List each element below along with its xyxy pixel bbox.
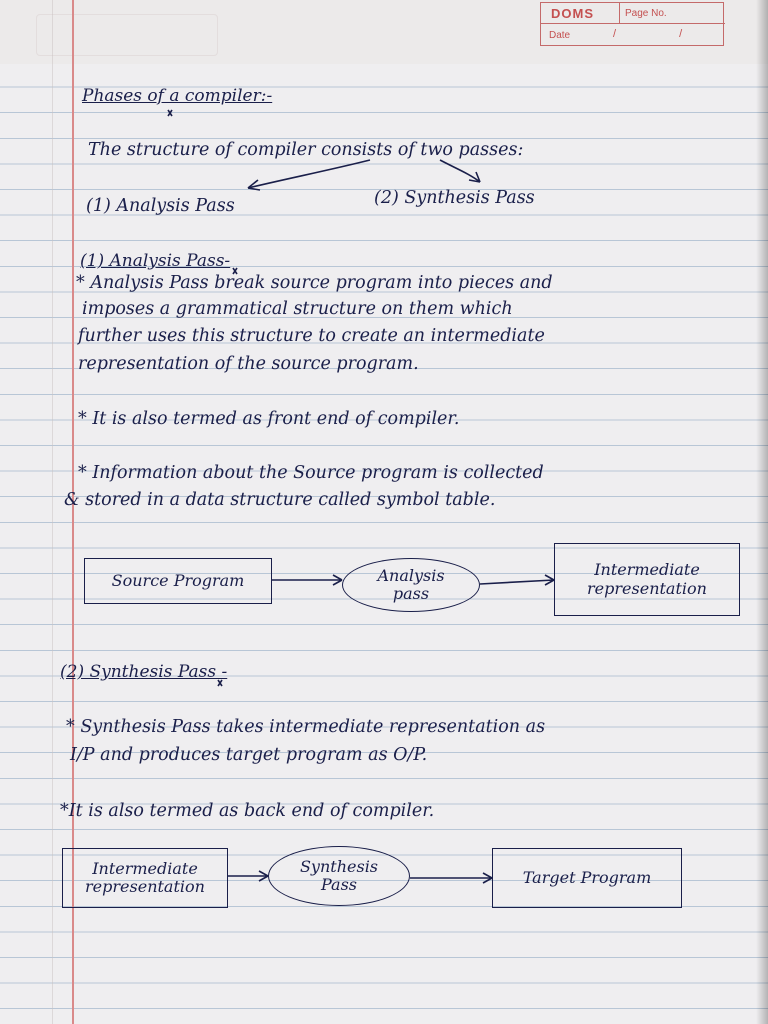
binding-line — [52, 0, 53, 1024]
split-arrow-head — [469, 172, 480, 182]
box-label: Intermediate — [594, 560, 700, 580]
node-label: Synthesis — [299, 856, 379, 876]
pass1-label: (1) Analysis Pass — [86, 196, 235, 216]
intermediate-input-box — [62, 848, 228, 908]
analysis-point: & stored in a data structure called symbol table. — [64, 490, 496, 510]
box-label: representation — [587, 578, 707, 598]
box-label: Intermediate — [92, 858, 198, 878]
node-label: pass — [392, 584, 430, 603]
analysis-line: imposes a grammatical structure on them which — [82, 299, 513, 319]
analysis-heading: (1) Analysis Pass- — [80, 251, 231, 271]
split-arrow-right — [440, 160, 480, 182]
split-arrow-left — [248, 160, 370, 188]
box-label: Target Program — [522, 867, 652, 887]
flow-arrow — [480, 580, 554, 584]
synthesis-point: *It is also termed as back end of compiler. — [60, 801, 435, 821]
synthesis-pass-node — [268, 846, 410, 906]
node-label: Pass — [320, 875, 357, 894]
faint-stamp — [36, 14, 218, 56]
synthesis-heading: (2) Synthesis Pass - — [60, 662, 228, 682]
arrow-head — [483, 873, 492, 883]
box-label: Source Program — [111, 570, 245, 590]
notebook-header-box — [540, 2, 724, 46]
date-label: Date — [549, 30, 571, 41]
arrow-head — [333, 575, 342, 585]
analysis-line: * Analysis Pass break source program into pieces and — [76, 273, 553, 293]
analysis-line: further uses this structure to create an intermediate — [78, 326, 545, 346]
header-divider — [619, 3, 620, 23]
synthesis-line: * Synthesis Pass takes intermediate representation as — [66, 717, 546, 737]
brand-logo: DOMS — [551, 6, 594, 21]
split-arrow-head — [248, 180, 260, 190]
analysis-pass-node — [342, 558, 480, 612]
analysis-line: representation of the source program. — [78, 354, 419, 374]
arrow-head — [545, 575, 554, 585]
synthesis-line: I/P and produces target program as O/P. — [70, 745, 428, 765]
target-program-box — [492, 848, 682, 908]
date-field: / / — [613, 28, 713, 40]
page-title: Phases of a compiler:- — [82, 86, 273, 106]
header-divider — [541, 23, 725, 24]
pass2-label: (2) Synthesis Pass — [374, 188, 535, 208]
page-edge-shadow — [756, 0, 768, 1024]
source-program-box — [84, 558, 272, 604]
analysis-point: * Information about the Source program is collected — [78, 463, 544, 483]
node-label: Analysis — [377, 565, 445, 585]
arrow-head — [259, 871, 268, 881]
intro-text: The structure of compiler consists of two passes: — [88, 140, 524, 160]
caret-mark — [168, 110, 172, 116]
box-label: representation — [85, 877, 205, 896]
intermediate-representation-box — [554, 543, 740, 616]
analysis-point: * It is also termed as front end of compiler. — [78, 409, 460, 429]
page-no-label: Page No. — [625, 8, 667, 19]
